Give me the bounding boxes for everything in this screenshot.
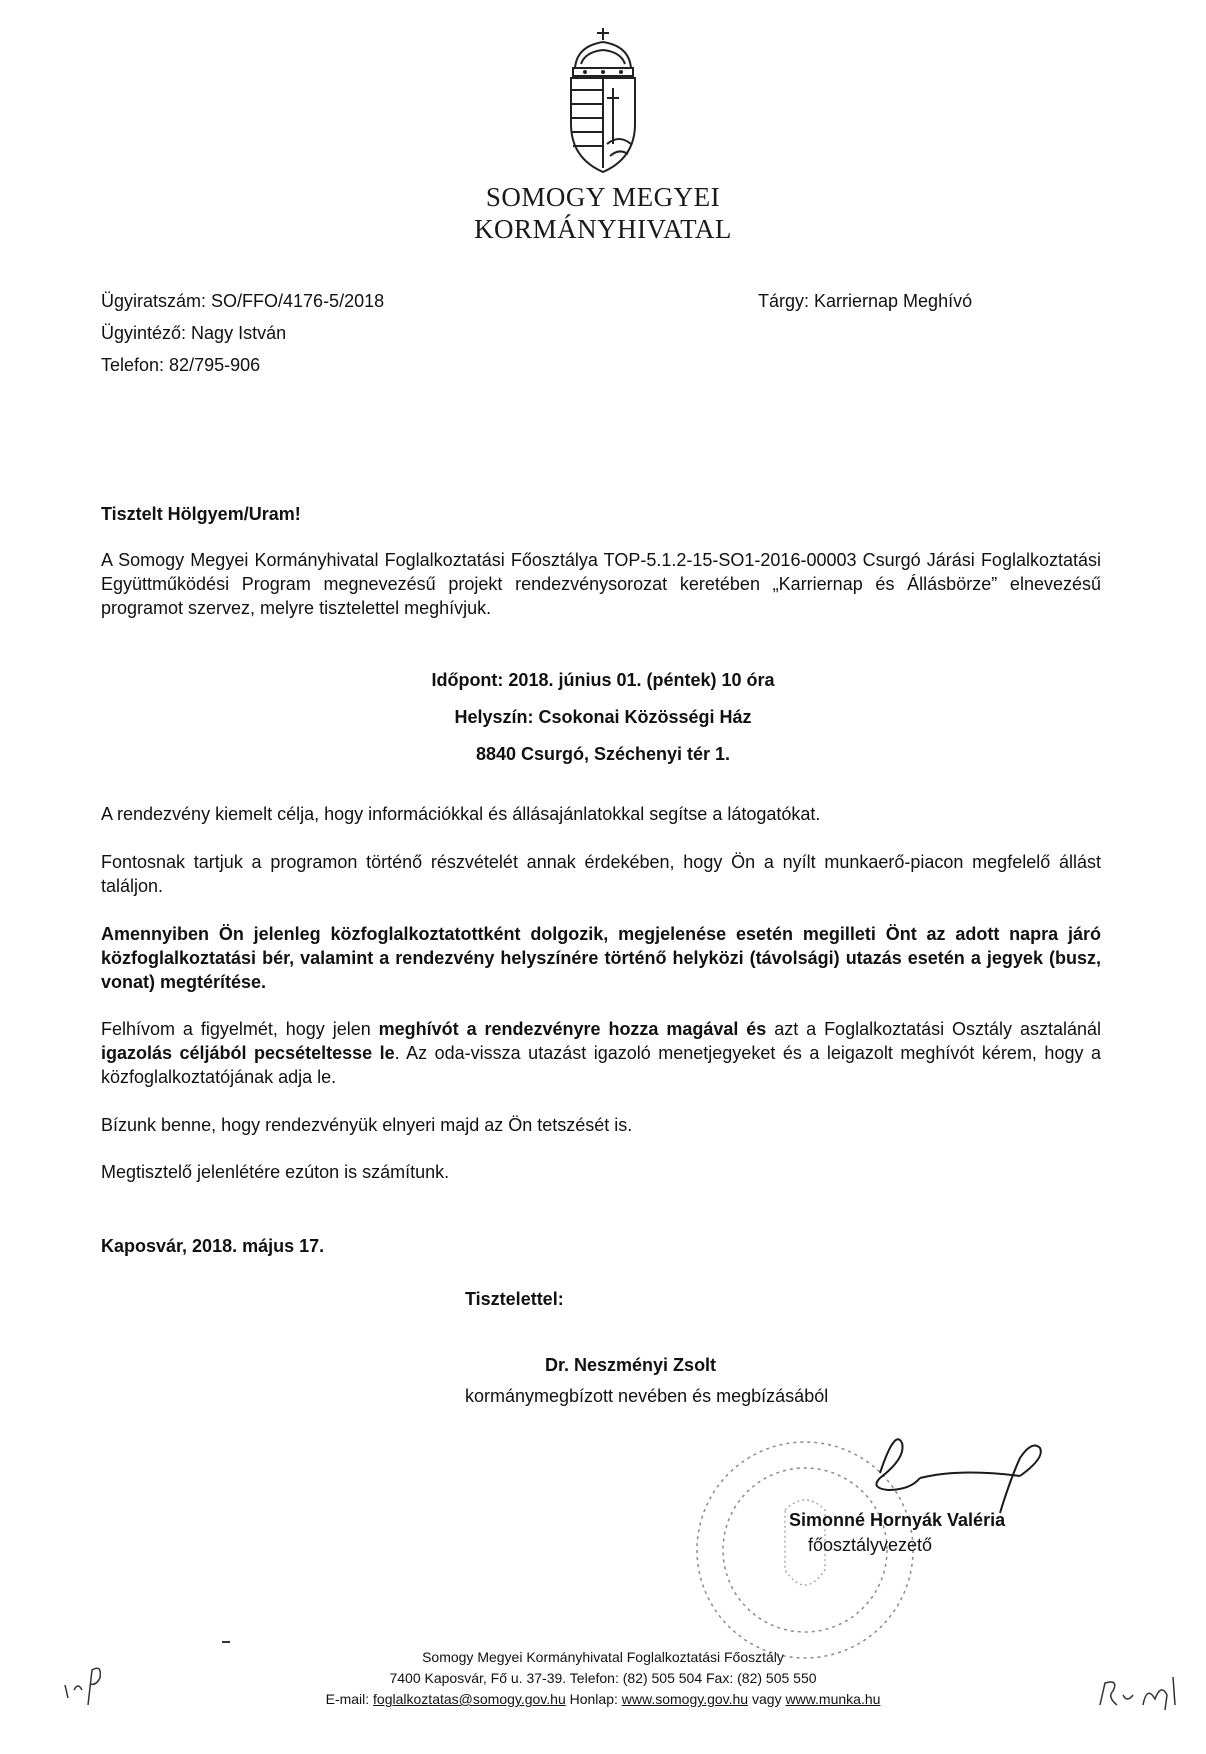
- closing-regards: Tisztelettel:: [465, 1289, 564, 1309]
- web-label: Honlap:: [565, 1691, 622, 1707]
- handwritten-initials-left: [60, 1650, 120, 1710]
- clerk-name: Ügyintéző: Nagy István: [101, 323, 287, 343]
- website-link-somogy[interactable]: www.somogy.gov.hu: [621, 1691, 749, 1707]
- instructions-text: . Az oda-vissza utazást igazoló menetjegyeket és a leigazolt meghívót kérem, hogy a közfoglalkoztatójának adja le.: [101, 1043, 1101, 1087]
- paragraph-intro: A Somogy Megyei Kormányhivatal Foglalkoztatási Főosztálya TOP-5.1.2-15-SO1-2016-00003 Csurgó Járási Foglalkoztatási Együttműködési Program megnevezésű projekt rendezvénysorozat keretében „Karriernap és Állásbörze” elnevezésű programot szervez, melyre tisztelettel meghívjuk.: [101, 550, 1101, 618]
- paragraph-goal: A rendezvény kiemelt célja, hogy információkkal és állásajánlatokkal segítse a látogatókat.: [101, 804, 821, 824]
- salutation: Tisztelt Hölgyem/Uram!: [101, 504, 301, 524]
- paragraph-instructions: [101, 1017, 1101, 1089]
- deputy-name: Simonné Hornyák Valéria: [789, 1510, 1006, 1530]
- instructions-bold-bring: meghívót a rendezvényre hozza magával és: [378, 1019, 767, 1039]
- coat-of-arms-icon: [555, 26, 651, 176]
- instructions-text: Felhívom a figyelmét, hogy jelen: [101, 1019, 379, 1039]
- instructions-text: azt a Foglalkoztatási Osztály asztalánál: [766, 1019, 1101, 1039]
- org-name-line2: KORMÁNYHIVATAL: [474, 214, 732, 244]
- or-label: vagy: [748, 1691, 786, 1707]
- footer-contacts: [0, 1689, 1206, 1710]
- event-address: 8840 Csurgó, Széchenyi tér 1.: [475, 744, 731, 764]
- event-place: Helyszín: Csokonai Közösségi Ház: [454, 707, 752, 727]
- paragraph-anticipation: Megtisztelő jelenlétére ezúton is számítunk.: [101, 1162, 450, 1182]
- signer-name: Dr. Neszményi Zsolt: [545, 1355, 717, 1375]
- handwritten-initials-right: [1095, 1665, 1185, 1715]
- handwritten-signature: [840, 1418, 1090, 1518]
- paragraph-hope: Bízunk benne, hogy rendezvényük elnyeri majd az Ön tetszését is.: [101, 1115, 633, 1135]
- footer: [0, 1647, 1206, 1710]
- website-link-munka[interactable]: www.munka.hu: [785, 1691, 881, 1707]
- dateline: Kaposvár, 2018. május 17.: [101, 1236, 325, 1256]
- subject-line: Tárgy: Karriernap Meghívó: [758, 291, 973, 311]
- clerk-phone: Telefon: 82/795-906: [101, 355, 261, 375]
- email-link[interactable]: foglalkoztatas@somogy.gov.hu: [373, 1691, 566, 1707]
- paragraph-importance: Fontosnak tartjuk a programon történő részvételét annak érdekében, hogy Ön a nyílt munkaerő-piacon megfelelő állást találjon.: [101, 852, 1101, 896]
- event-time: Időpont: 2018. június 01. (péntek) 10 óra: [431, 670, 775, 690]
- case-metadata: [101, 285, 384, 381]
- email-label: E-mail:: [325, 1691, 374, 1707]
- org-name-line1: SOMOGY MEGYEI: [485, 182, 721, 212]
- deputy-role: főosztályvezető: [808, 1535, 933, 1555]
- footer-org: Somogy Megyei Kormányhivatal Foglalkoztatási Főosztály: [422, 1649, 784, 1665]
- paragraph-public-workers: Amennyiben Ön jelenleg közfoglalkoztatottként dolgozik, megjelenése esetén megilleti Önt az adott napra járó közfoglalkoztatási bér, valamint a rendezvény helyszínére történő helyközi (távolsági) utazás esetén a jegyek (busz, vonat) megtérítése.: [101, 924, 1101, 992]
- mark: [222, 1641, 230, 1643]
- event-details: [0, 662, 1206, 773]
- signer-role: kormánymegbízott nevében és megbízásából: [465, 1386, 829, 1406]
- instructions-bold-stamp: igazolás céljából pecsételtesse le: [101, 1043, 395, 1063]
- footer-address: 7400 Kaposvár, Fő u. 37-39. Telefon: (82) 505 504 Fax: (82) 505 550: [389, 1670, 817, 1686]
- case-number: Ügyiratszám: SO/FFO/4176-5/2018: [101, 291, 385, 311]
